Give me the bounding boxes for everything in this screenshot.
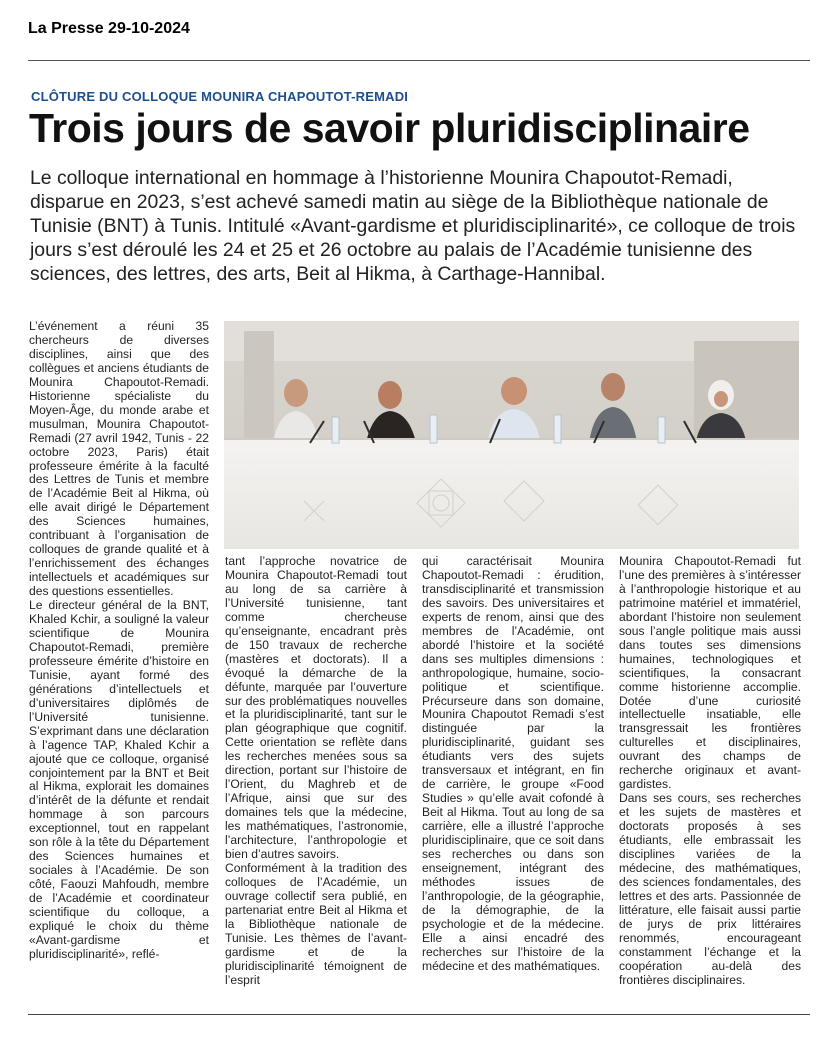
article-kicker: CLÔTURE DU COLLOQUE MOUNIRA CHAPOUTOT-REMADI	[31, 89, 409, 104]
paragraph: qui caractérisait Mounira Chapoutot-Remadi : érudition, transdisciplinarité et transmission des savoirs. Des universitaires et experts de renom, ainsi que des membres de l’Académie, ont abordé l’histoire et la société dans ses multiples dimensions : anthropologique, humaine, socio-politique et scientifique. Précurseure dans son domaine, Mounira Chapoutot Remadi s’est distinguée par la pluridisciplinarité, guidant ses étudiants vers des sujets transversaux et intégrant, en fin de carrière, le groupe «Food Studies » qu’elle avait cofondé à Beit al Hikma. Tout au long de sa carrière, elle a illustré l’approche pluridisciplinaire, que ce soit dans ses recherches ou dans son enseignement, intégrant des méthodes issues de l’anthropologie, de la géographie, de la démographie, de la psychologie et de la médecine. Elle a ainsi encadré des recherches sur l’histoire de la médecine et des mathématiques.	[422, 554, 604, 973]
paragraph: Mounira Chapoutot-Remadi fut l’une des premières à s’intéresser à l’anthropologie historique et au patrimoine matériel et immatériel, abordant l’histoire non seulement sous l’angle politique mais aussi dans toutes ses dimensions humaines, technologiques et scientifiques, la consacrant comme historienne accomplie. Dotée d’une curiosité intellectuelle insatiable, elle transgressait les frontières culturelles et disciplinaires, ouvrant des champs de recherche originaux et avant-gardistes.	[619, 554, 801, 792]
article-column-3	[422, 555, 604, 974]
paragraph: tant l’approche novatrice de Mounira Chapoutot-Remadi tout au long de sa carrière à l’Université tunisienne, tant comme chercheuse qu’enseignante, encadrant près de 150 travaux de recherche (mastères et doctorats). Il a évoqué la démarche de la défunte, marquée par l’ouverture sur des problématiques nouvelles et la pluridisciplinarité, tant sur le plan géographique que cognitif. Cette orientation se reflète dans les recherches menées sous sa direction, portant sur l’histoire de l’Orient, du Maghreb et de l’Afrique, ainsi que sur des domaines tels que la médecine, les mathématiques, l’astronomie, l’architecture, l’anthropologie et bien d’autres savoirs.	[225, 554, 407, 862]
paragraph: Dans ses cours, ses recherches et les sujets de mastères et doctorats proposés à ses étudiants, elle embrassait les disciplines variées de la médecine, des mathématiques, des sciences fondamentales, des lettres et des arts. Passionnée de littérature, elle faisait aussi partie de jurys de prix littéraires renommés, encourageant constamment l’échange et la coopération au-delà des frontières disciplinaires.	[619, 791, 801, 987]
article-column-4	[619, 555, 801, 988]
photo-illustration	[224, 321, 799, 549]
newspaper-source-date: La Presse 29-10-2024	[28, 20, 190, 37]
top-divider	[28, 60, 810, 61]
article-column-2	[225, 555, 407, 988]
article-column-1	[29, 320, 209, 962]
paragraph: Le directeur général de la BNT, Khaled Kchir, a souligné la valeur scientifique de Mounira Chapoutot-Remadi, première professeure émérite d’histoire en Tunisie, ayant formé des générations d’intellectuels et d’universitaires diplômés de l’Université tunisienne. S’exprimant dans une déclaration à l’agence TAP, Khaled Kchir a ajouté que ce colloque, organisé conjointement par la BNT et Beit al Hikma, explorait les domaines d’intérêt de la défunte et rendait hommage à son parcours exceptionnel, tout en rappelant son rôle à la tête du Département des Sciences humaines et sociales à l’Académie. De son côté, Faouzi Mahfoudh, membre de l’Académie et coordinateur scientifique du colloque, a expliqué le choix du thème «Avant-gardisme et pluridisciplinarité», reflé-	[29, 598, 209, 961]
paragraph: L’événement a réuni 35 chercheurs de diverses disciplines, ainsi que des collègues et anciens étudiants de Mounira Chapoutot-Remadi. Historienne spécialiste du Moyen-Âge, du monde arabe et musulman, Mounira Chapoutot-Remadi (27 avril 1942, Tunis - 22 octobre 2023, Paris) était professeure émérite à la faculté des Lettres de Tunis et membre de l’Académie Beit al Hikma, où elle avait dirigé le Département des Sciences humaines, contribuant à l’organisation de colloques de grande qualité et à l’enrichissement des échanges intellectuels et académiques sur des questions essentielles.	[29, 319, 209, 599]
article-lede: Le colloque international en hommage à l’historienne Mounira Chapoutot-Remadi, disparue en 2023, s’est achevé samedi matin au siège de la Bibliothèque nationale de Tunisie (BNT) à Tunis. Intitulé «Avant-gardisme et pluridisciplinarité», ce colloque de trois jours s’est déroulé les 24 et 25 et 26 octobre au palais de l’Académie tunisienne des sciences, des lettres, des arts, Beit al Hikma, à Carthage-Hannibal.	[30, 167, 796, 285]
article-headline: Trois jours de savoir pluridisciplinaire	[29, 105, 750, 151]
bottom-divider	[28, 1014, 810, 1015]
paragraph: Conformément à la tradition des colloques de l’Académie, un ouvrage collectif sera publié, en partenariat entre Beit al Hikma et la Bibliothèque nationale de Tunisie. Les thèmes de l’avant-gardisme et de la pluridisciplinarité témoignent de l’esprit	[225, 860, 407, 987]
conference-panel-photo	[224, 321, 799, 549]
